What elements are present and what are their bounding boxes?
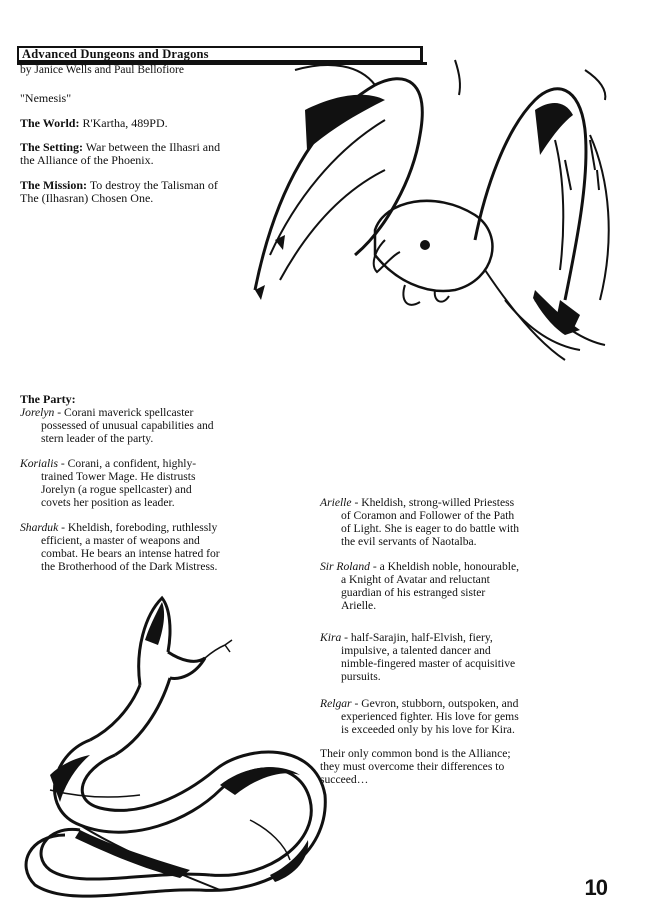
- member-desc: trained Tower Mage. He distrusts: [41, 470, 196, 483]
- member-desc: the Brotherhood of the Dark Mistress.: [41, 560, 218, 573]
- member-desc: experienced fighter. His love for gems: [341, 710, 519, 723]
- authors-line: by Janice Wells and Paul Bellofiore: [20, 64, 184, 76]
- member-desc: - a Kheldish noble, honourable,: [372, 560, 520, 573]
- mission-text: To destroy the Talisman of: [89, 178, 218, 192]
- member-desc: stern leader of the party.: [41, 432, 154, 445]
- setting-block: [20, 141, 260, 167]
- member-desc: is exceeded only by his love for Kira.: [341, 723, 515, 736]
- member-desc: - Kheldish, strong-willed Priestess: [354, 496, 515, 509]
- member-desc: - Gevron, stubborn, outspoken, and: [354, 697, 519, 710]
- member-desc: Jorelyn (a rogue spellcaster) and: [41, 483, 192, 496]
- party-member-relgar: [320, 697, 590, 736]
- party-member-sir-roland: [320, 560, 590, 612]
- member-desc: the evil servants of Naotalba.: [341, 535, 477, 548]
- party-member-sharduk: [20, 521, 270, 573]
- member-desc: Arielle.: [341, 599, 377, 612]
- closing-paragraph: [320, 747, 590, 786]
- member-desc: efficient, a master of weapons and: [41, 534, 200, 547]
- eagle-illustration: [235, 40, 635, 460]
- member-desc: - Kheldish, foreboding, ruthlessly: [61, 521, 218, 534]
- party-member-kira: [320, 631, 590, 683]
- adventure-title: "Nemesis": [20, 91, 72, 105]
- party-member-arielle: [320, 496, 590, 548]
- member-name: Kira: [320, 631, 342, 644]
- mission-label: The Mission:: [20, 178, 88, 192]
- world-value: R'Kartha, 489PD.: [82, 116, 168, 130]
- page-number: 10: [584, 875, 607, 900]
- member-desc: - Corani maverick spellcaster: [57, 406, 194, 419]
- article-title: Advanced Dungeons and Dragons: [17, 46, 423, 62]
- member-desc: - Corani, a confident, highly-: [60, 457, 197, 470]
- member-desc: impulsive, a talented dancer and: [341, 644, 491, 657]
- serpent-illustration: [20, 590, 330, 910]
- closing-line: they must overcome their differences to: [320, 760, 505, 773]
- member-desc: guardian of his estranged sister: [341, 586, 486, 599]
- member-desc: pursuits.: [341, 670, 381, 683]
- member-desc: of Light. She is eager to do battle with: [341, 522, 520, 535]
- party-member-jorelyn: [20, 406, 270, 445]
- member-desc: covets her position as leader.: [41, 496, 175, 509]
- world-line: [20, 117, 168, 130]
- member-name: Sharduk: [20, 521, 59, 534]
- member-name: Sir Roland: [320, 560, 370, 573]
- setting-text: War between the Ilhasri and: [85, 140, 221, 154]
- member-desc: combat. He bears an intense hatred for: [41, 547, 220, 560]
- setting-label: The Setting:: [20, 140, 83, 154]
- member-desc: nimble-fingered master of acquisitive: [341, 657, 516, 670]
- member-name: Jorelyn: [20, 406, 55, 419]
- closing-line: succeed…: [320, 773, 369, 786]
- mission-block: [20, 179, 260, 205]
- member-desc: a Knight of Avatar and reluctant: [341, 573, 490, 586]
- mission-text-2: The (Ilhasran) Chosen One.: [20, 191, 154, 205]
- member-name: Arielle: [320, 496, 352, 509]
- party-member-korialis: [20, 457, 270, 509]
- member-name: Relgar: [320, 697, 352, 710]
- member-desc: of Coramon and Follower of the Path: [341, 509, 515, 522]
- member-desc: - half-Sarajin, half-Elvish, fiery,: [344, 631, 493, 644]
- member-desc: possessed of unusual capabilities and: [41, 419, 214, 432]
- member-name: Korialis: [20, 457, 59, 470]
- party-heading: The Party:: [20, 392, 76, 406]
- setting-text-2: the Alliance of the Phoenix.: [20, 153, 154, 167]
- closing-line: Their only common bond is the Alliance;: [320, 747, 511, 760]
- world-label: The World:: [20, 116, 80, 130]
